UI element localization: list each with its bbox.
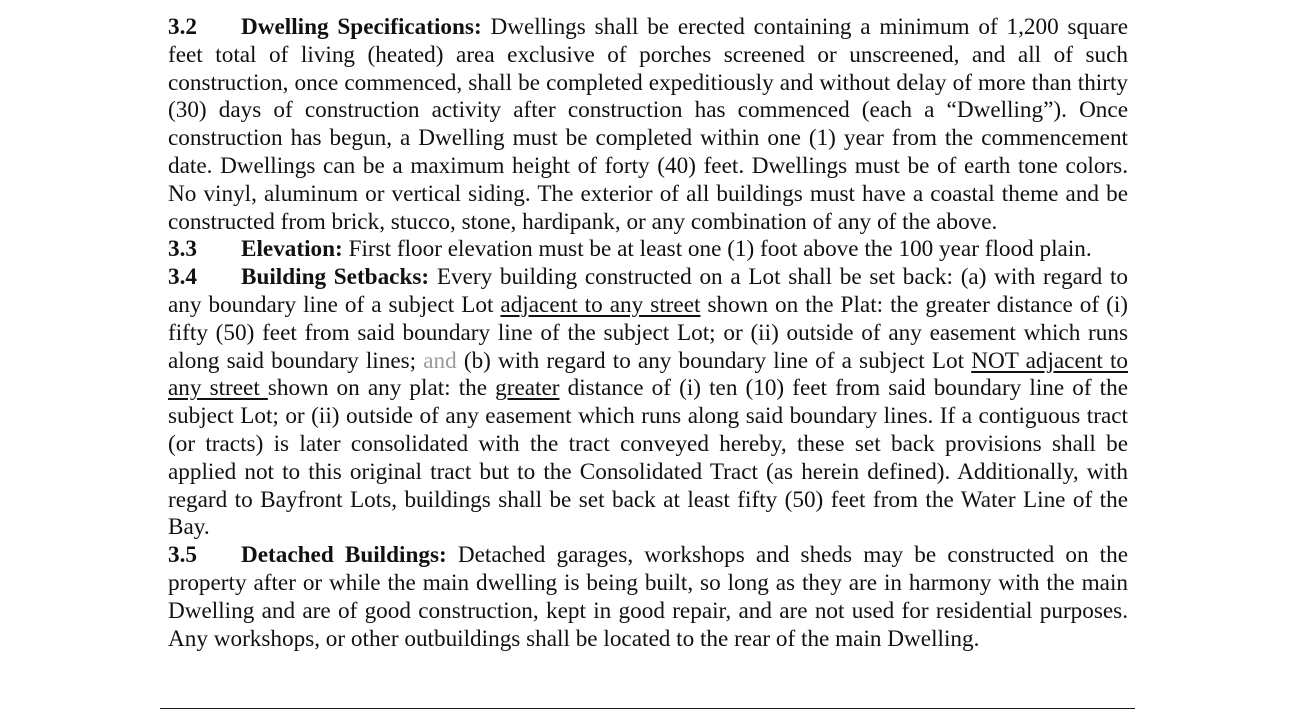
- section-body-text: shown on any plat: the: [267, 375, 496, 402]
- section-3-5: [168, 542, 1128, 653]
- page-bottom-rule: [160, 708, 1135, 709]
- section-heading: Building Setbacks:: [241, 264, 430, 291]
- section-body: Dwellings shall be erected containing a minimum of 1,200 square feet total of living (heated) area exclusive of porches screened or unscreened, and all of such construction, once commenced, shall be completed expeditiously and without delay of more than thirty (30) days of construction activity after construction has commenced (each a “Dwelling”). Once construction has begun, a Dwelling must be completed within one (1) year from the commencement date. Dwellings can be a maximum height of forty (40) feet. Dwellings must be of earth tone colors. No vinyl, aluminum or vertical siding. The exterior of all buildings must have a coastal theme and be constructed from brick, stucco, stone, hardipank, or any combination of any of the above.: [168, 14, 1128, 235]
- section-number: 3.5: [168, 542, 197, 569]
- underlined-phrase-adjacent: adjacent to any street: [500, 291, 701, 318]
- section-3-3: [168, 236, 1128, 264]
- section-number: 3.2: [168, 14, 197, 40]
- section-body: Detached garages, workshops and sheds may be constructed on the property after or while the main dwelling is being built, so long as they are in harmony with the main Dwelling and are of good construction, kept in good repair, and are not used for residential purposes. Any workshops, or other outbuildings shall be located to the rear of the main Dwelling.: [168, 542, 1129, 652]
- faint-word-and: and: [423, 347, 457, 374]
- section-heading: Dwelling Specifications:: [241, 14, 482, 40]
- document-page: [168, 14, 1128, 653]
- section-3-2: [168, 14, 1128, 236]
- section-heading: Elevation:: [241, 236, 343, 263]
- section-body-text: (b) with regard to any boundary line of a subject Lot: [456, 347, 972, 374]
- section-number: 3.3: [168, 236, 197, 263]
- section-body-text: Every building constructed on a Lot shall be set back: (a) with regard to any boundary line of a subject Lot: [168, 264, 1129, 318]
- section-body: First floor elevation must be at least one (1) foot above the 100 year flood plain.: [348, 236, 1092, 263]
- section-number: 3.4: [168, 264, 197, 291]
- underlined-phrase-not-adjacent: NOT adjacent to any street: [168, 347, 1128, 402]
- section-3-4: [168, 264, 1128, 542]
- section-heading: Detached Buildings:: [241, 542, 447, 569]
- section-body-text: distance of (i) ten (10) feet from said boundary line of the subject Lot; or (ii) outside of any easement which runs along said boundary lines. If a contiguous tract (or tracts) is later consolidated with the tract conveyed hereby, these set back provisions shall be applied not to this original tract but to the Consolidated Tract (as herein defined). Additionally, with regard to Bayfront Lots, buildings shall be set back at least fifty (50) feet from the Water Line of the Bay.: [168, 375, 1128, 541]
- section-body-text: shown on the Plat: the greater distance of (i) fifty (50) feet from said boundary line of the subject Lot; or (ii) outside of any easement which runs along said boundary lines;: [168, 291, 1129, 374]
- underlined-word-greater: greater: [495, 375, 560, 402]
